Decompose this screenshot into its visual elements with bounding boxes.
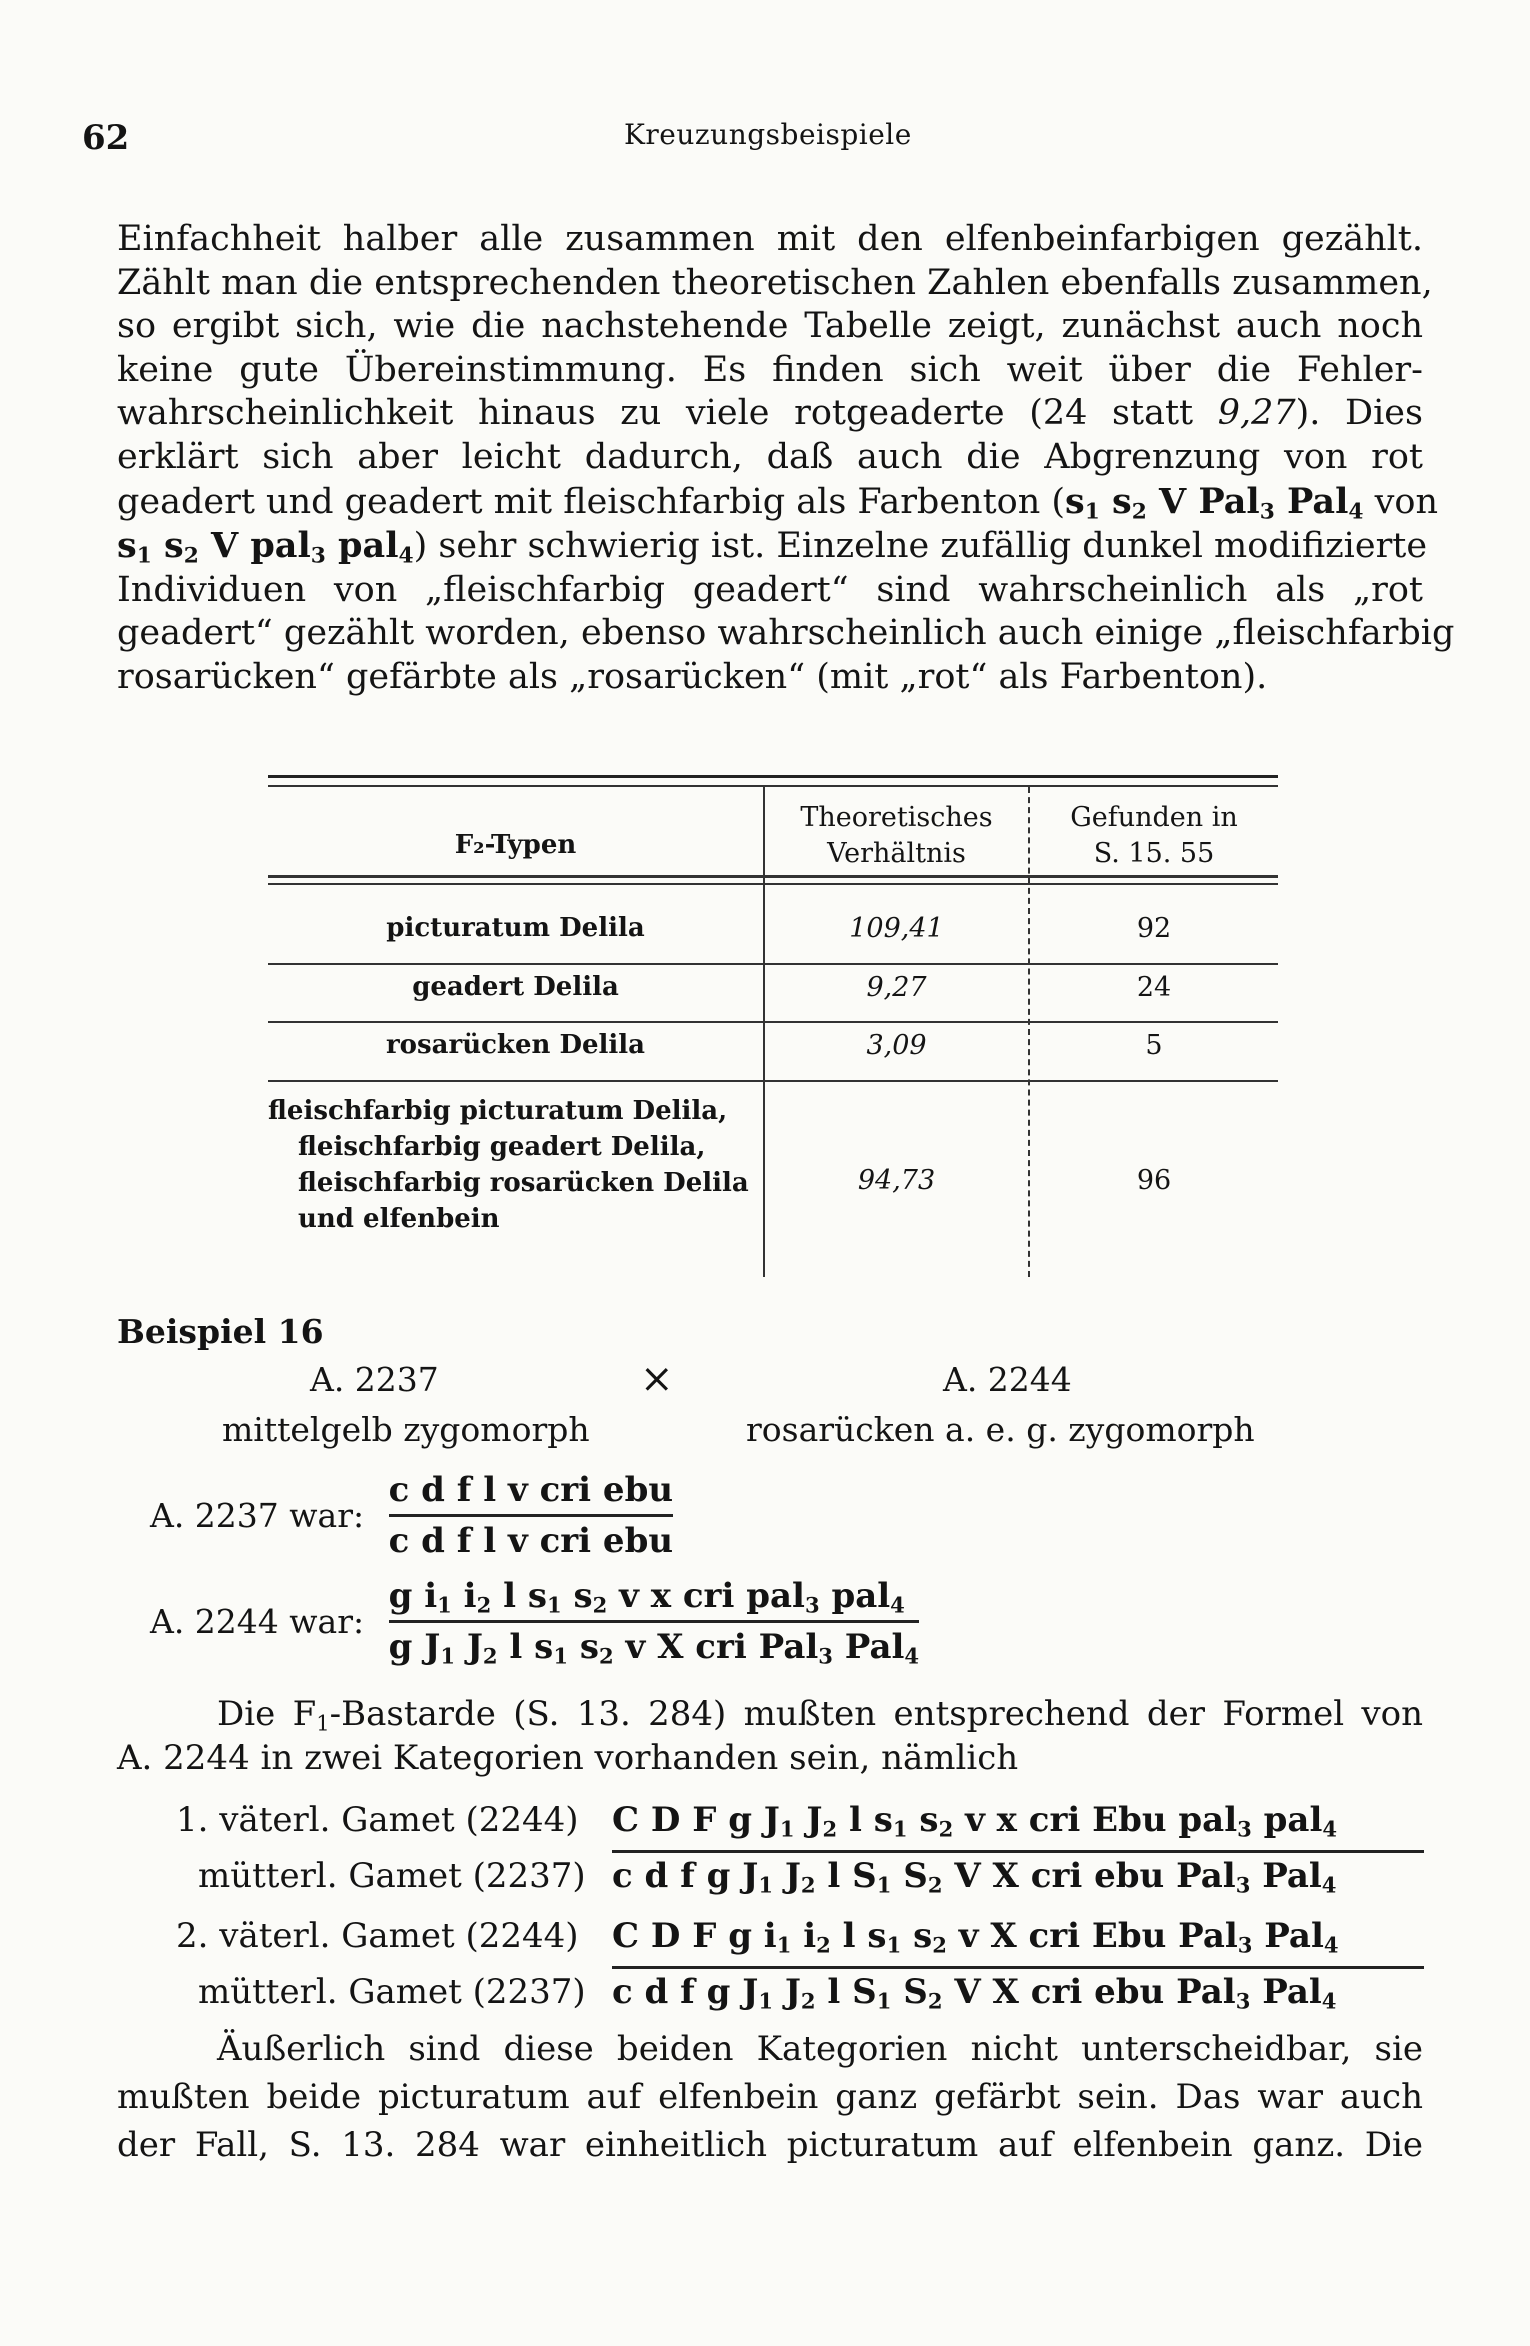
parent2-description: rosarücken a. e. g. zygomorph <box>746 1410 1255 1449</box>
table-row-found: 24 <box>1136 972 1172 1003</box>
gamete-formula: C D F g $i_1$ $i_2$ l $s_1$ $s_2$ v X cri Ebu Pal$_3$ Pal$_4$ <box>612 1916 1339 1958</box>
text-line: so ergibt sich, wie die nachstehende Tabelle zeigt, zunächst auch noch <box>117 306 1423 347</box>
header-found <box>1030 800 1278 872</box>
header-text: Gefunden in <box>1070 802 1238 833</box>
text-line <box>117 480 1438 525</box>
text-line: Einfachheit halber alle zusammen mit den elfenbeinfarbigen gezählt. <box>117 219 1423 259</box>
formula-label: A. 2244 war: <box>150 1602 365 1641</box>
text-span: von <box>1374 481 1438 522</box>
cross-symbol: × <box>640 1356 674 1402</box>
parent1-description: mittelgelb zygomorph <box>222 1410 590 1449</box>
table-rule <box>268 963 1278 965</box>
table-rule <box>268 875 1278 878</box>
header-theoretical <box>765 800 1028 872</box>
header-text: Verhältnis <box>827 838 966 869</box>
genotype-a2244 <box>150 1576 919 1667</box>
type-line: fleischfarbig geadert Delila, <box>298 1132 706 1162</box>
genotype-formula: $s_1$ $s_2$ V Pal$_3$ Pal$_4$ <box>1065 480 1364 524</box>
fraction-denominator: c d f l v cri ebu <box>388 1521 674 1561</box>
text-line: der Fall, S. 13. 284 war einheitlich picturatum auf elfenbein ganz. Die <box>117 2125 1423 2165</box>
paragraph-3 <box>117 2025 1423 2169</box>
text-line: Äußerlich sind diese beiden Kategorien nicht unterscheidbar, sie <box>217 2029 1423 2069</box>
table-row-type: rosarücken Delila <box>385 1030 646 1060</box>
text-span: ). Dies <box>1295 393 1423 434</box>
text-span: Die F <box>217 1694 317 1734</box>
fraction-denominator: g $J_1$ $J_2$ l $s_1$ $s_2$ v X cri Pal$_3$ Pal$_4$ <box>388 1627 920 1669</box>
text-span: wahrscheinlichkeit hinaus zu viele rotgeaderte (24 statt <box>117 393 1218 434</box>
gamete-divider <box>612 1850 1424 1853</box>
table-row-found: 5 <box>1145 1030 1163 1061</box>
text-line: Zählt man die entsprechenden theoretischen Zahlen ebenfalls zusammen, <box>117 262 1433 303</box>
type-line: fleischfarbig rosarücken Delila <box>298 1168 749 1198</box>
genotype-fraction <box>389 1470 673 1561</box>
fraction-numerator: g $i_1$ $i_2$ l $s_1$ $s_2$ v x cri pal$_3$ pal$_4$ <box>389 1576 919 1623</box>
table-row-theoretical: 94,73 <box>857 1165 936 1196</box>
text-line: rosarücken“ gefärbte als „rosarücken“ (mit „rot“ als Farbenton). <box>117 656 1268 697</box>
page-number: 62 <box>82 118 130 158</box>
gamete-formula: C D F g $J_1$ $J_2$ l $s_1$ $s_2$ v x cri Ebu pal$_3$ pal$_4$ <box>612 1800 1338 1842</box>
table-row-found: 96 <box>1136 1165 1172 1196</box>
table-row-type-multi <box>268 1093 768 1237</box>
table-row-type: picturatum Delila <box>386 913 645 943</box>
text-span: geadert und geadert mit fleischfarbig als Farbenton ( <box>117 481 1066 522</box>
text-line <box>117 524 1428 569</box>
italic-number: 9,27 <box>1217 393 1296 434</box>
text-line: geadert“ gezählt worden, ebenso wahrscheinlich auch einige „fleischfarbig <box>117 613 1455 654</box>
paragraph-2 <box>117 1692 1423 1780</box>
f2-types-table <box>268 775 1278 1275</box>
gamete-divider <box>612 1966 1424 1969</box>
gamete-label: mütterl. Gamet (2237) <box>198 1856 586 1896</box>
text-line: Individuen von „fleischfarbig geadert“ sind wahrscheinlich als „rot <box>117 569 1423 610</box>
text-span: ) sehr schwierig ist. Einzelne zufällig dunkel modifizierte <box>413 526 1428 567</box>
paragraph-1 <box>117 218 1455 700</box>
text-line: A. 2244 in zwei Kategorien vorhanden sein, nämlich <box>117 1738 1019 1778</box>
genotype-a2237 <box>150 1470 673 1561</box>
text-line: Die $F_1$-Bastarde (S. 13. 284) mußten entsprechend der Formel von <box>217 1694 1423 1736</box>
parent1-id: A. 2237 <box>310 1360 439 1399</box>
genotype-formula: $s_1$ $s_2$ V pal$_3$ pal$_4$ <box>117 525 414 569</box>
type-line: und elfenbein <box>298 1204 500 1234</box>
text-line: keine gute Übereinstimmung. Es finden sich weit über die Fehler- <box>117 349 1423 390</box>
table-rule <box>268 1080 1278 1082</box>
type-line: fleischfarbig picturatum Delila, <box>268 1096 728 1126</box>
gamete-label: mütterl. Gamet (2237) <box>198 1972 586 2012</box>
table-row-found: 92 <box>1136 913 1172 944</box>
table-rule <box>268 1021 1278 1023</box>
table-rule <box>268 775 1278 778</box>
gamete-label: 2. väterl. Gamet (2244) <box>176 1916 579 1956</box>
gamete-formula: c d f g $J_1$ $J_2$ l $S_1$ $S_2$ V X cri ebu Pal$_3$ Pal$_4$ <box>612 1856 1337 1898</box>
table-rule <box>268 785 1278 787</box>
table-row-type: geadert Delila <box>412 972 619 1002</box>
running-title: Kreuzungsbeispiele <box>624 118 912 151</box>
table-row-theoretical: 9,27 <box>866 972 927 1003</box>
text-line: erklärt sich aber leicht dadurch, daß auch die Abgrenzung von rot <box>117 436 1423 477</box>
text-span: -Bastarde (S. 13. 284) mußten entsprechend der Formel von <box>329 1694 1423 1734</box>
fraction-numerator: c d f l v cri ebu <box>389 1470 673 1517</box>
parent2-id: A. 2244 <box>943 1360 1072 1399</box>
formula-label: A. 2237 war: <box>150 1496 365 1535</box>
genotype-fraction <box>389 1576 919 1667</box>
text-line <box>117 392 1423 436</box>
header-text: Theoretisches <box>800 802 993 833</box>
section-heading: Beispiel 16 <box>117 1312 324 1351</box>
header-f2-types: F₂-Typen <box>454 830 577 860</box>
text-line: mußten beide picturatum auf elfenbein ganz gefärbt sein. Das war auch <box>117 2077 1423 2117</box>
table-rule <box>268 883 1278 885</box>
table-row-theoretical: 109,41 <box>849 913 944 944</box>
gamete-formula: c d f g $J_1$ $J_2$ l $S_1$ $S_2$ V X cri ebu Pal$_3$ Pal$_4$ <box>612 1972 1337 2014</box>
table-row-theoretical: 3,09 <box>866 1030 927 1061</box>
gamete-label: 1. väterl. Gamet (2244) <box>176 1800 579 1840</box>
header-text: S. 15. 55 <box>1093 838 1215 869</box>
